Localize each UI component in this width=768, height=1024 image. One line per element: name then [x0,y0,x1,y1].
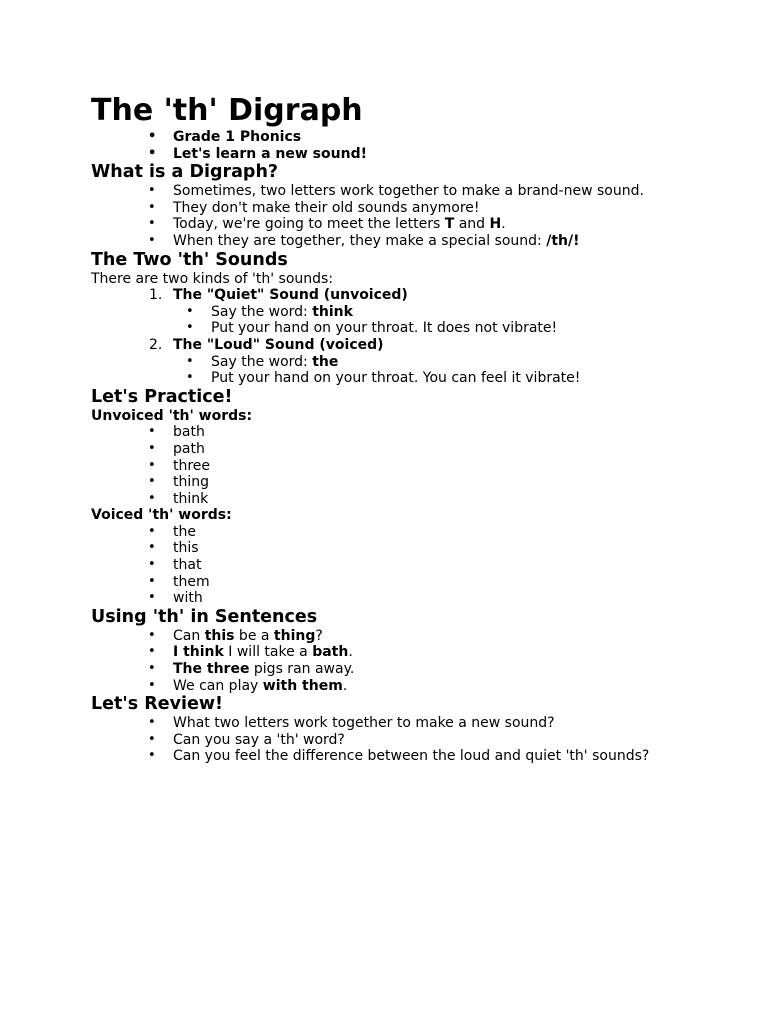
text-run: . [501,216,506,233]
list-item [91,354,731,371]
list-item: • Put your hand on your throat. It does not vibrate! [91,320,731,337]
text-run: We can play [173,677,263,694]
list-item: • They don't make their old sounds anymore! [91,200,731,217]
loud-sound-list [91,354,731,387]
review-list [91,715,731,765]
list-item: • the [91,524,731,541]
example-word: the [312,353,339,370]
list-item: • bath [91,424,731,441]
list-item: • with [91,590,731,607]
list-item: • three [91,458,731,475]
list-item [91,644,731,661]
th-word: this [204,627,235,644]
list-item: • thing [91,474,731,491]
text-run: be a [234,627,274,644]
list-item: • Sometimes, two letters work together to make a brand-new sound. [91,183,731,200]
text-run: Can [173,627,205,644]
page-title: The 'th' Digraph [91,93,363,128]
loud-sound-label: The "Loud" Sound (voiced) [173,336,384,353]
text-run: When they are together, they make a special sound: [173,232,547,249]
list-item: • Can you say a 'th' word? [91,732,731,749]
list-number: 1. [149,287,163,304]
list-item [91,233,731,250]
text-run: . [342,677,348,694]
what-is-list [91,183,731,249]
list-item [91,678,731,695]
th-word: with them [262,677,343,694]
th-word: bath [312,644,349,661]
example-word: think [312,303,353,320]
quiet-sound-list [91,304,731,337]
list-item: • Grade 1 Phonics [91,129,731,146]
list-item [91,628,731,645]
list-item: • path [91,441,731,458]
th-word: The three [173,661,250,678]
sounds-list [91,287,731,304]
quiet-sound-label: The "Quiet" Sound (unvoiced) [173,287,408,304]
list-item [91,661,731,678]
list-item [91,287,731,304]
heading-two-sounds: The Two 'th' Sounds [91,249,288,270]
voiced-label: Voiced 'th' words: [91,507,232,524]
sounds-list [91,337,731,354]
list-item [91,216,731,233]
list-item: • Put your hand on your throat. You can feel it vibrate! [91,370,731,387]
text-run: Say the word: [211,353,313,370]
letter-t: T [444,216,455,233]
unvoiced-label: Unvoiced 'th' words: [91,407,253,424]
text-run: ? [315,627,323,644]
text-run: I will take a [223,644,313,661]
list-item: • think [91,491,731,508]
heading-practice: Let's Practice! [91,386,233,407]
list-item: • that [91,557,731,574]
unvoiced-words-list [91,424,731,507]
heading-what-is-digraph: What is a Digraph? [91,162,279,183]
list-item [91,337,731,354]
th-sound: /th/! [546,232,580,249]
text-run: Say the word: [211,303,313,320]
text-run: . [348,644,353,661]
list-item: • Can you feel the difference between the loud and quiet 'th' sounds? [91,748,731,765]
voiced-words-list [91,524,731,607]
two-sounds-intro: There are two kinds of 'th' sounds: [91,270,334,287]
intro-list [91,129,731,162]
letter-h: H [489,216,502,233]
list-item: • Let's learn a new sound! [91,146,731,163]
text-run: Today, we're going to meet the letters [173,216,445,233]
document [91,93,731,765]
list-item: • this [91,540,731,557]
list-item [91,304,731,321]
heading-review: Let's Review! [91,694,224,715]
text-run: and [454,216,490,233]
list-number: 2. [149,336,163,353]
sentences-list [91,628,731,694]
list-item: • What two letters work together to make a new sound? [91,715,731,732]
list-item: • them [91,574,731,591]
text-run: pigs ran away. [249,661,355,678]
heading-sentences: Using 'th' in Sentences [91,606,318,627]
th-word: I think [173,644,224,661]
th-word: thing [273,627,316,644]
